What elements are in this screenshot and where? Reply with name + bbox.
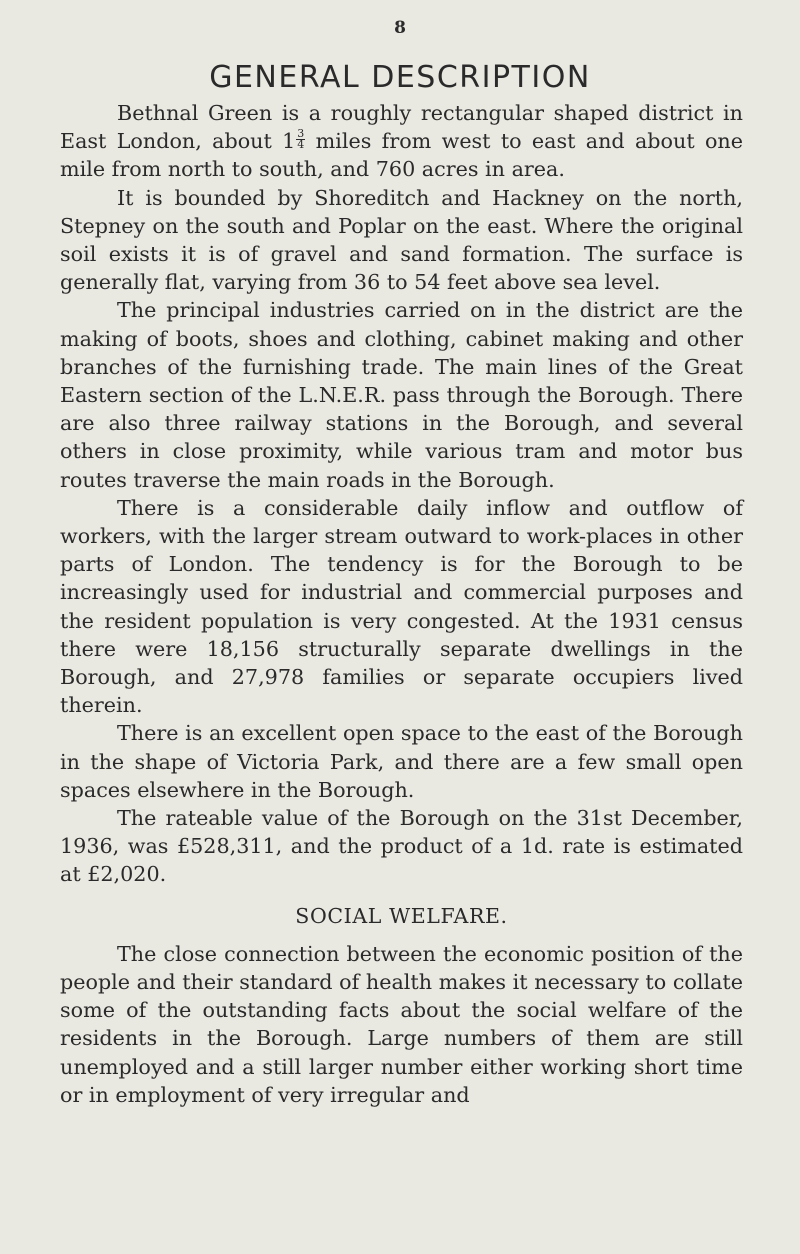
paragraph-location (60, 99, 743, 184)
fraction-numerator: 3 (297, 127, 305, 141)
section-heading-social-welfare: SOCIAL WELFARE. (295, 903, 508, 928)
page-number: 8 (394, 18, 406, 38)
paragraph-open-spaces: There is an excellent open space to the east of the Borough in the shape of Victoria Park, and there are a few small open spaces elsewhere in the Borough. (60, 721, 743, 802)
paragraph-boundaries: It is bounded by Shoreditch and Hackney on the north, Stepney on the south and Poplar on the east. Where the original soil exists it is of gravel and sand formation. The surface is generally flat, varying from 36 to 54 feet above sea level. (60, 185, 743, 295)
paragraph-rateable-value: The rateable value of the Borough on the 31st December, 1936, was £528,311, and the product of a 1d. rate is estimated at £2,020. (60, 806, 743, 887)
paragraph-social-welfare: The close connection between the economic position of the people and their standard of health makes it necessary to collate some of the outstanding facts about the social welfare of the residents in the Borough. Large numbers of them are still unemployed and a still larger number either working short time or in employment of very irregular and (60, 941, 743, 1107)
paragraph-location-text-end: miles from west to east and about one mile from north to south, and 760 acres in area. (60, 129, 743, 182)
fraction-denominator: 4 (297, 138, 305, 152)
body-text (60, 99, 743, 1109)
section-heading-general-description: GENERAL DESCRIPTION (209, 60, 591, 95)
fraction-three-quarters (296, 129, 305, 150)
paragraph-industries: The principal industries carried on in the district are the making of boots, shoes and clothing, cabinet making and other branches of the furnishing trade. The main lines of the Great Eastern section of the L.N.E.R. pass through the Borough. There are also three railway stations in the Borough, and several others in close proximity, while various tram and motor bus routes traverse the main roads in the Borough. (60, 298, 743, 492)
paragraph-location-text-start: Bethnal Green is a roughly rectangular shaped district in East London, about 1 (60, 101, 743, 154)
paragraph-workers-population: There is a considerable daily inflow and outflow of workers, with the larger stream outward to work-places in other parts of London. The tendency is for the Borough to be increasingly used for industrial and commercial purposes and the resident population is very congested. At the 1931 census there were 18,156 structurally separate dwellings in the Borough, and 27,978 families or separate occupiers lived therein. (60, 495, 743, 718)
